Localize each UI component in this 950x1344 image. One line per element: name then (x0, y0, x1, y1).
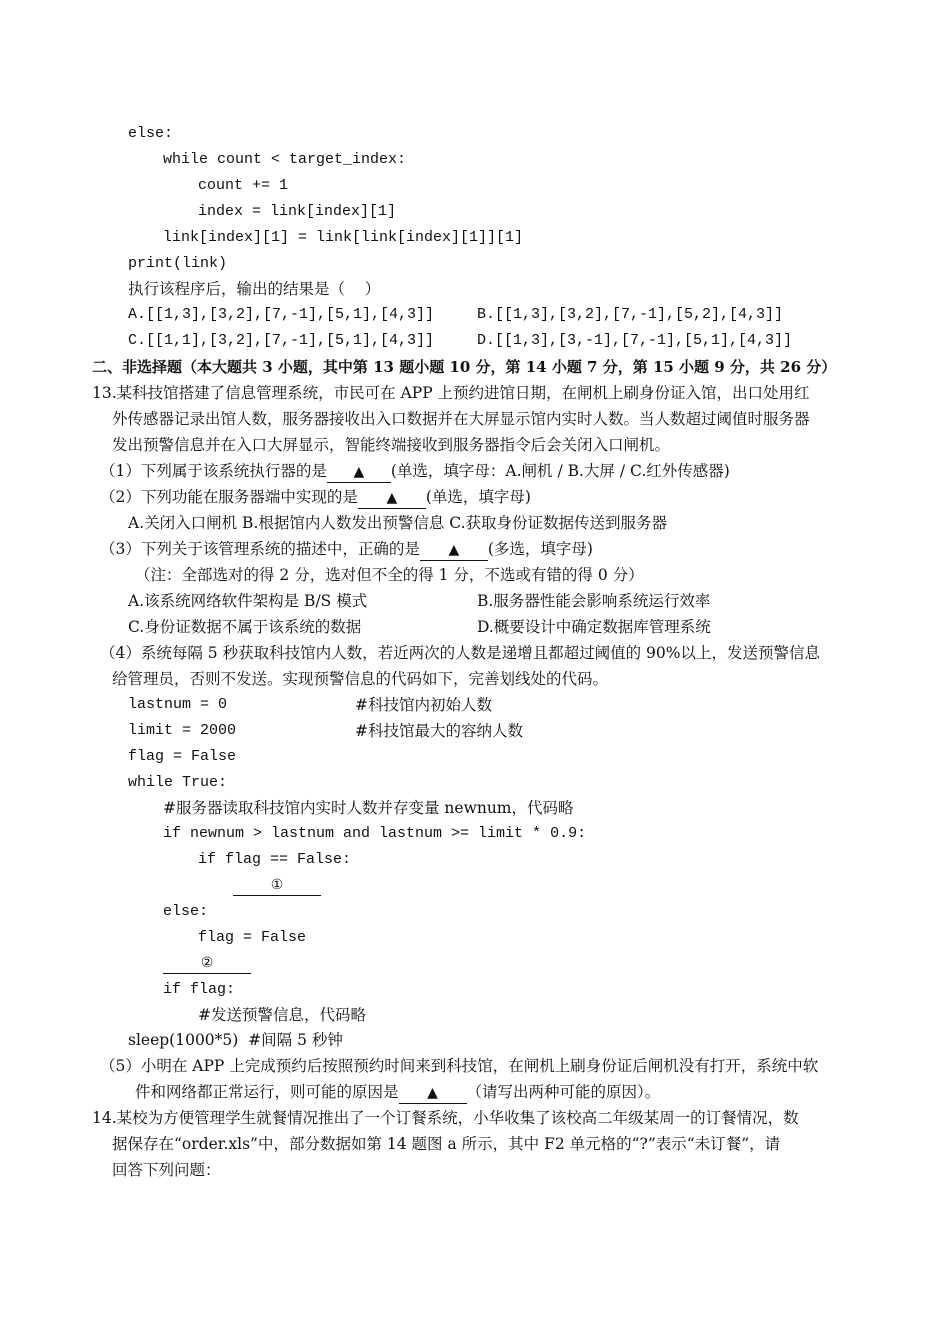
option-c: C.身份证数据不属于该系统的数据 (128, 618, 362, 636)
code-line: print(link) (128, 255, 228, 272)
code-comment: #服务器读取科技馆内实时人数并存变量 newnum，代码略 (163, 799, 574, 817)
code-line: flag = False (128, 748, 237, 765)
code-line: while True: (128, 774, 228, 791)
question-text: 外传感器记录出馆人数，服务器接收出入口数据并在大屏显示馆内实时人数。当人数超过阈值时服务器 (112, 410, 810, 428)
option-c: C.[[1,1],[3,2],[7,-1],[5,1],[4,3]] (128, 332, 435, 349)
answer-blank[interactable]: ▲ (399, 1083, 467, 1104)
code-line: flag = False (198, 929, 307, 946)
sub-question-2 (100, 487, 531, 509)
code-line: if flag: (163, 981, 236, 998)
question-text: 14.某校为方便管理学生就餐情况推出了一个订餐系统，小华收集了该校高二年级某周一的订餐情况，数 (92, 1109, 799, 1127)
code-comment: #科技馆内初始人数 (355, 696, 492, 714)
sub-question-4: （4）系统每隔 5 秒获取科技馆内人数，若近两次的人数是递增且都超过阈值的 90%以上，发送预警信息 (100, 644, 820, 662)
sub-question-5-cont (135, 1082, 660, 1104)
code-line: else: (128, 125, 174, 142)
code-line: index = link[index][1] (198, 203, 397, 220)
option-d: D.概要设计中确定数据库管理系统 (477, 618, 711, 636)
sub-question-hint: (单选，填字母：A.闸机 / B.大屏 / C.红外传感器) (390, 462, 730, 480)
option-a: A.该系统网络软件架构是 B/S 模式 (128, 592, 368, 610)
scoring-note: （注：全部选对的得 2 分，选对但不全的得 1 分，不选或有错的得 0 分） (135, 566, 644, 584)
code-line: else: (163, 903, 209, 920)
answer-blank[interactable]: ▲ (327, 462, 391, 483)
code-blank-1[interactable]: ① (233, 875, 321, 896)
option-b: B.[[1,3],[3,2],[7,-1],[5,2],[4,3]] (477, 306, 784, 323)
answer-blank[interactable]: ▲ (358, 488, 426, 509)
sub-question-hint: (单选，填字母) (425, 488, 531, 506)
code-line: lastnum = 0 (128, 696, 228, 713)
code-blank-2[interactable]: ② (163, 953, 251, 974)
question-text: 回答下列问题： (112, 1161, 221, 1179)
sub-question-3 (100, 539, 593, 561)
code-line: while count < target_index: (163, 151, 407, 168)
option-d: D.[[1,3],[3,-1],[7,-1],[5,1],[4,3]] (477, 332, 793, 349)
code-line: link[index][1] = link[link[index][1]][1] (163, 229, 524, 246)
code-line: if newnum > lastnum and lastnum >= limit * 0.9: (163, 825, 587, 842)
answer-blank[interactable]: ▲ (420, 540, 488, 561)
code-line: count += 1 (198, 177, 289, 194)
sub-question-5: （5）小明在 APP 上完成预约后按照预约时间来到科技馆，在闸机上刷身份证后闸机没有打开，系统中软 (100, 1057, 819, 1075)
question-text: 13.某科技馆搭建了信息管理系统，市民可在 APP 上预约进馆日期，在闸机上刷身份证入馆，出口处用红 (92, 384, 810, 402)
sub-question-text: （3）下列关于该管理系统的描述中，正确的是 (100, 540, 420, 558)
section-heading: 二、非选择题（本大题共 3 小题，其中第 13 题小题 10 分，第 14 小题 7 分，第 15 小题 9 分，共 26 分） (92, 358, 837, 376)
code-line: limit = 2000 (128, 722, 237, 739)
code-line: if flag == False: (198, 851, 352, 868)
sub-question-text: （2）下列功能在服务器端中实现的是 (100, 488, 358, 506)
sub-question-hint: （请写出两种可能的原因）。 (466, 1083, 661, 1101)
sub-question-1 (100, 461, 730, 483)
sub-question-options: A.关闭入口闸机 B.根据馆内人数发出预警信息 C.获取身份证数据传送到服务器 (128, 514, 668, 532)
code-comment: #发送预警信息，代码略 (198, 1006, 366, 1024)
question-text: 据保存在“order.xls”中，部分数据如第 14 题图 a 所示，其中 F2 单元格的“?”表示“未订餐”，请 (112, 1135, 781, 1153)
sub-question-text: 件和网络都正常运行，则可能的原因是 (135, 1083, 399, 1101)
option-b: B.服务器性能会影响系统运行效率 (477, 592, 711, 610)
sub-question-text: （1）下列属于该系统执行器的是 (100, 462, 327, 480)
question-text: 发出预警信息并在入口大屏显示，智能终端接收到服务器指令后会关闭入口闸机。 (112, 436, 671, 454)
code-line: sleep(1000*5) #间隔 5 秒钟 (128, 1031, 343, 1049)
sub-question-hint: (多选，填字母) (487, 540, 593, 558)
code-comment: #科技馆最大的容纳人数 (355, 722, 523, 740)
question-prompt: 执行该程序后，输出的结果是（ ） (128, 280, 381, 298)
option-a: A.[[1,3],[3,2],[7,-1],[5,1],[4,3]] (128, 306, 435, 323)
sub-question-4-cont: 给管理员，否则不发送。实现预警信息的代码如下，完善划线处的代码。 (112, 670, 609, 688)
